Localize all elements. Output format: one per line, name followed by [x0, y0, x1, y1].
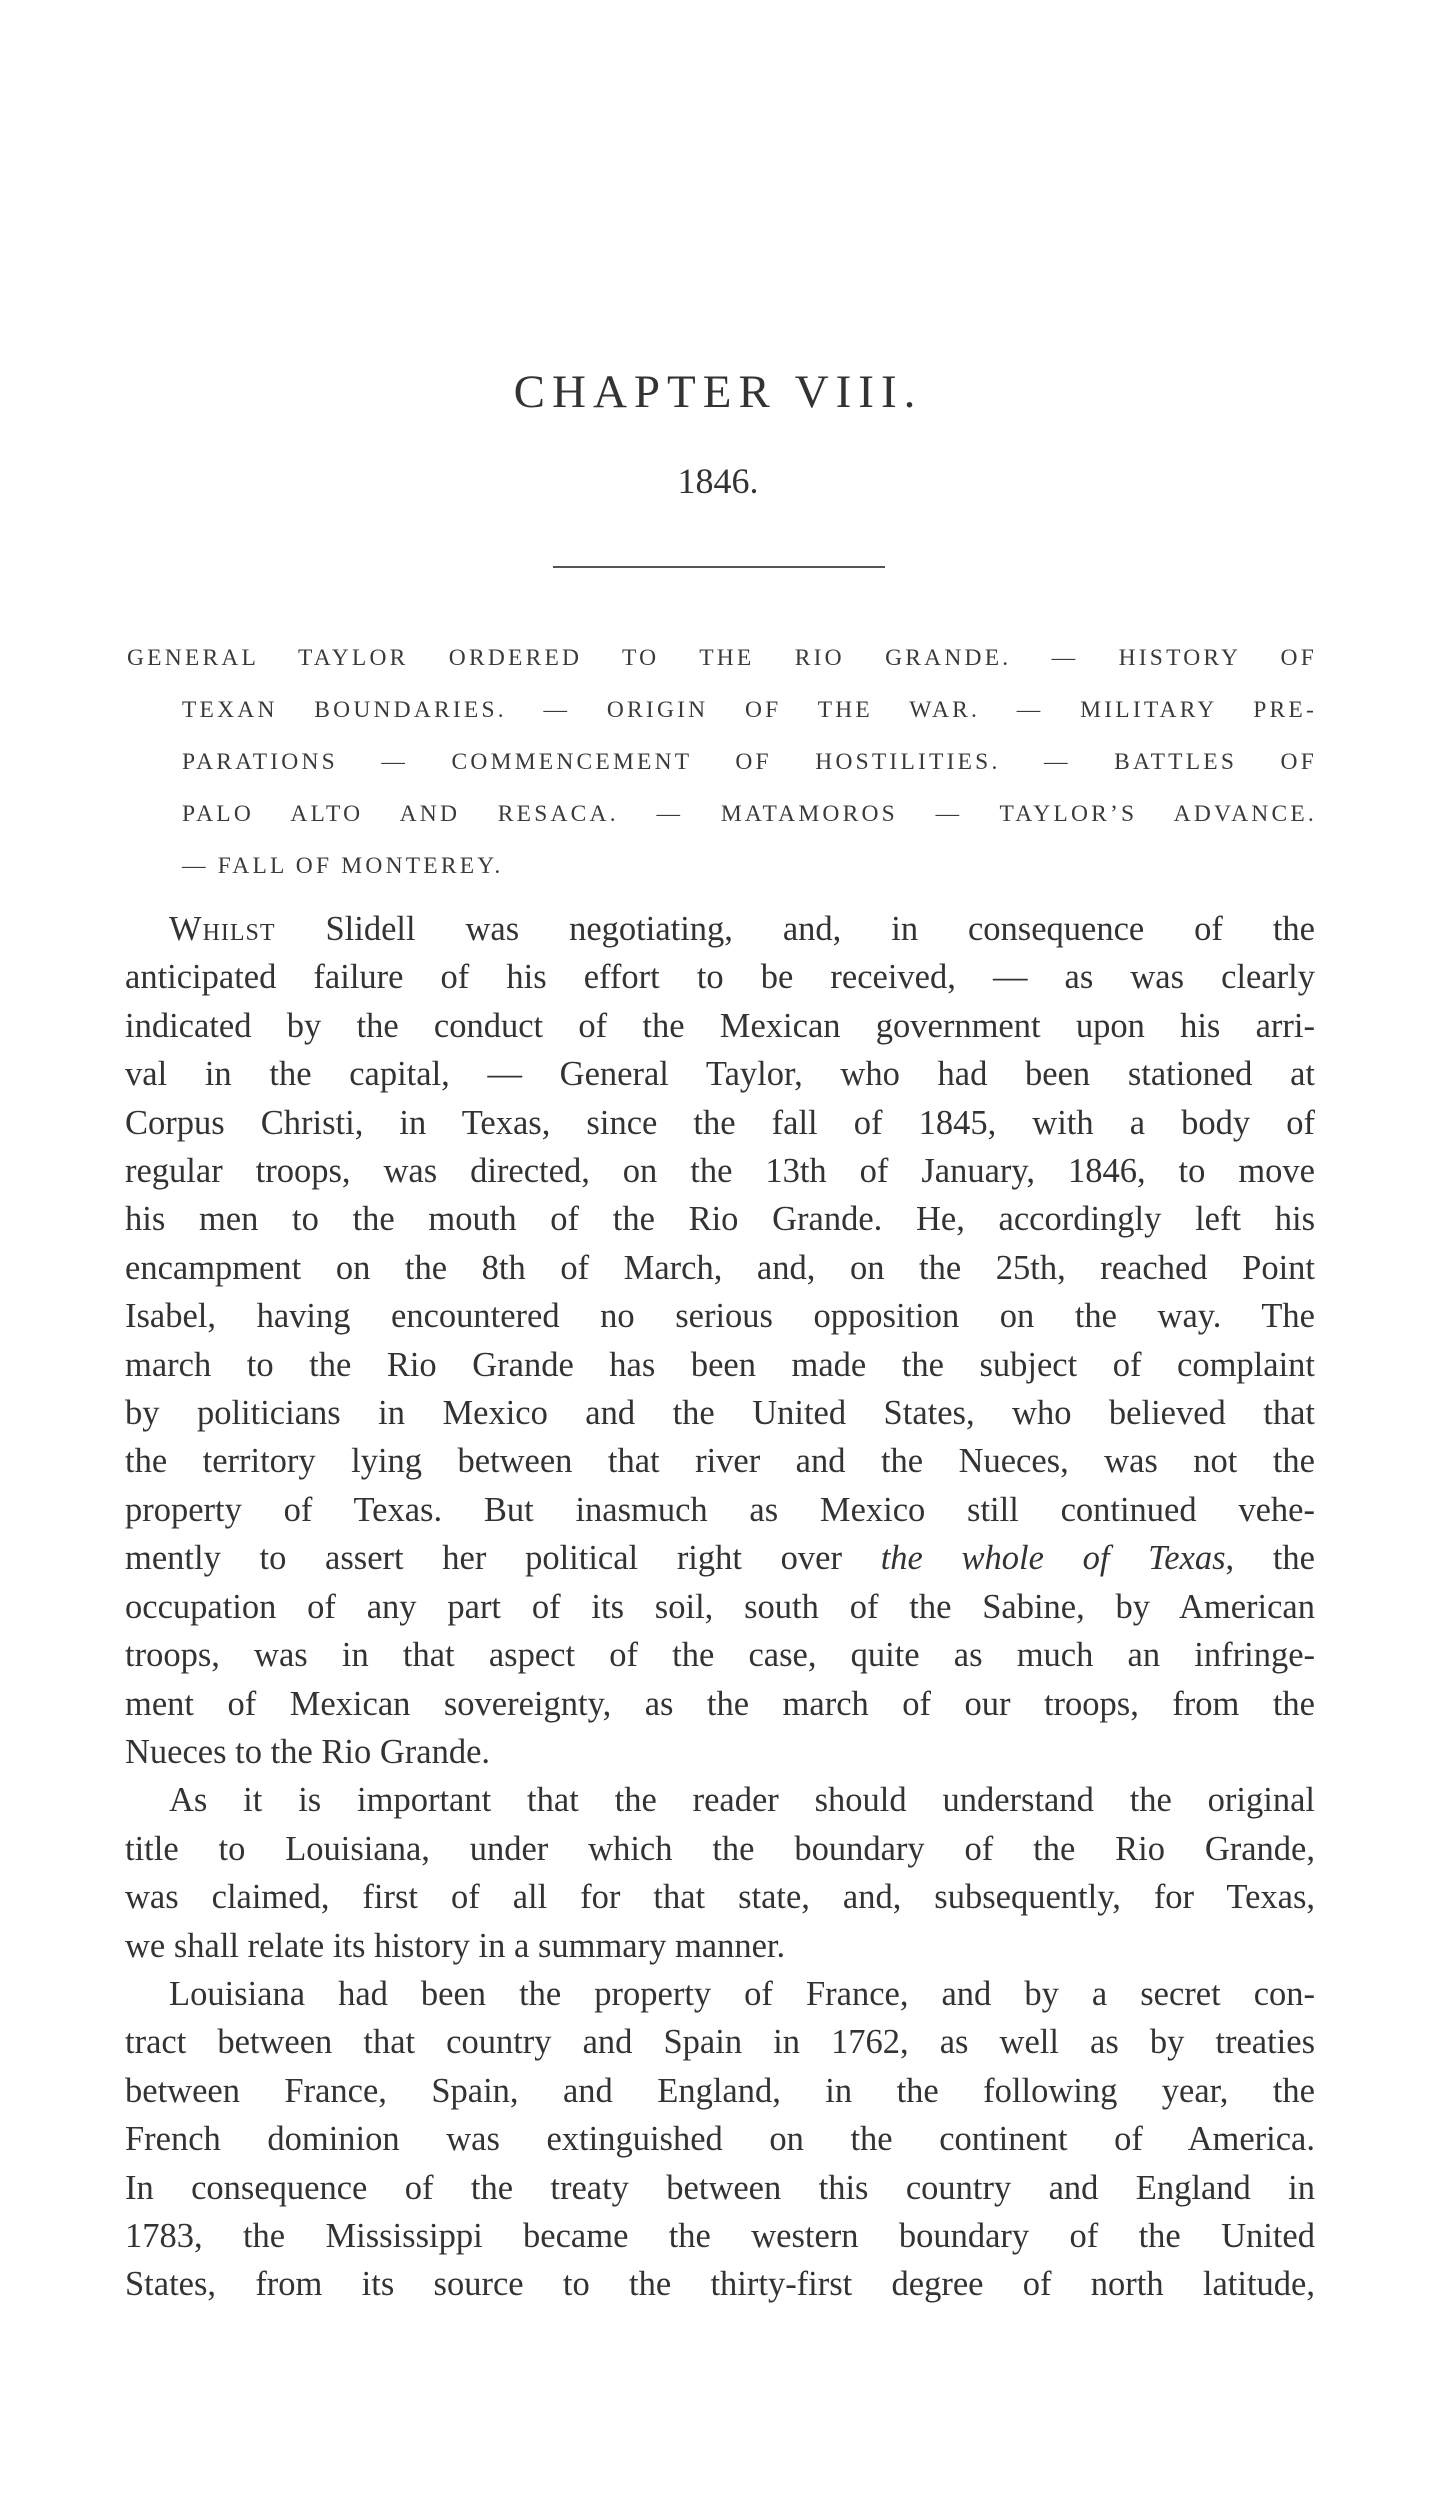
summary-line: TEXAN BOUNDARIES. — ORIGIN OF THE WAR. — MILITARY PRE- — [182, 697, 1317, 723]
text-line: title to Louisiana, under which the boundary of the Rio Grande, — [125, 1829, 1315, 1868]
text-line: was claimed, first of all for that state, and, subsequently, for Texas, — [125, 1878, 1315, 1917]
text-line: his men to the mouth of the Rio Grande. He, accordingly left his — [125, 1200, 1315, 1239]
text-line: ment of Mexican sovereignty, as the march of our troops, from the — [125, 1684, 1315, 1723]
text-line: indicated by the conduct of the Mexican government upon his arri- — [125, 1006, 1315, 1045]
text-line: we shall relate its history in a summary manner. — [125, 1926, 786, 1965]
text-line: occupation of any part of its soil, south of the Sabine, by American — [125, 1587, 1315, 1626]
paragraph-1 — [125, 905, 1315, 1776]
summary-line: GENERAL TAYLOR ORDERED TO THE RIO GRANDE. — HISTORY OF — [127, 645, 1317, 671]
paragraph-3 — [125, 1970, 1315, 2309]
summary-line: — FALL OF MONTEREY. — [182, 853, 504, 879]
text-line: tract between that country and Spain in 1762, as well as by treaties — [125, 2023, 1315, 2062]
text-line: Nueces to the Rio Grande. — [125, 1732, 491, 1771]
body-text — [125, 905, 1315, 2309]
text-line: Corpus Christi, in Texas, since the fall of 1845, with a body of — [125, 1103, 1315, 1142]
chapter-title: CHAPTER VIII. — [513, 366, 923, 418]
text-line: val in the capital, — General Taylor, who had been stationed at — [125, 1055, 1315, 1094]
text-line — [125, 905, 1315, 953]
summary-line: PALO ALTO AND RESACA. — MATAMOROS — TAYLOR’S ADVANCE. — [182, 801, 1317, 827]
first-line-rest: Slidell was negotiating, and, in consequence of the — [275, 910, 1315, 948]
text-line: encampment on the 8th of March, and, on the 25th, reached Point — [125, 1248, 1315, 1287]
text-line: anticipated failure of his effort to be received, — as was clearly — [125, 958, 1315, 997]
text-line: between France, Spain, and England, in the following year, the — [125, 2071, 1315, 2110]
italic-phrase: the whole of Texas — [880, 1539, 1226, 1578]
text-line: French dominion was extinguished on the continent of America. — [125, 2120, 1315, 2159]
text-line — [125, 1534, 1315, 1582]
line-end: , the — [1225, 1539, 1315, 1578]
text-line: regular troops, was directed, on the 13th of January, 1846, to move — [125, 1152, 1315, 1191]
text-line: 1783, the Mississippi became the western boundary of the United — [125, 2216, 1315, 2255]
summary-line: PARATIONS — COMMENCEMENT OF HOSTILITIES. — BATTLES OF — [182, 749, 1317, 775]
paragraph-2 — [125, 1776, 1315, 1970]
lead-word: Whilst — [169, 910, 276, 948]
text-line: property of Texas. But inasmuch as Mexico still continued vehe- — [125, 1490, 1315, 1529]
text-line: In consequence of the treaty between this country and England in — [125, 2168, 1315, 2207]
text-line: march to the Rio Grande has been made the subject of complaint — [125, 1345, 1315, 1384]
text-line: States, from its source to the thirty-first degree of north latitude, — [125, 2265, 1315, 2304]
chapter-summary — [127, 632, 1317, 892]
chapter-year: 1846. — [677, 461, 759, 501]
text-line: by politicians in Mexico and the United States, who believed that — [125, 1394, 1315, 1433]
text-line: Louisiana had been the property of France, and by a secret con- — [169, 1974, 1315, 2013]
text-line: Isabel, having encountered no serious opposition on the way. The — [125, 1297, 1315, 1336]
text-line: troops, was in that aspect of the case, quite as much an infringe- — [125, 1636, 1315, 1675]
divider-rule — [553, 566, 885, 568]
text-line: As it is important that the reader should understand the original — [169, 1781, 1315, 1820]
line-start: mently to assert her political right over — [125, 1539, 842, 1578]
text-line: the territory lying between that river and the Nueces, was not the — [125, 1442, 1315, 1481]
